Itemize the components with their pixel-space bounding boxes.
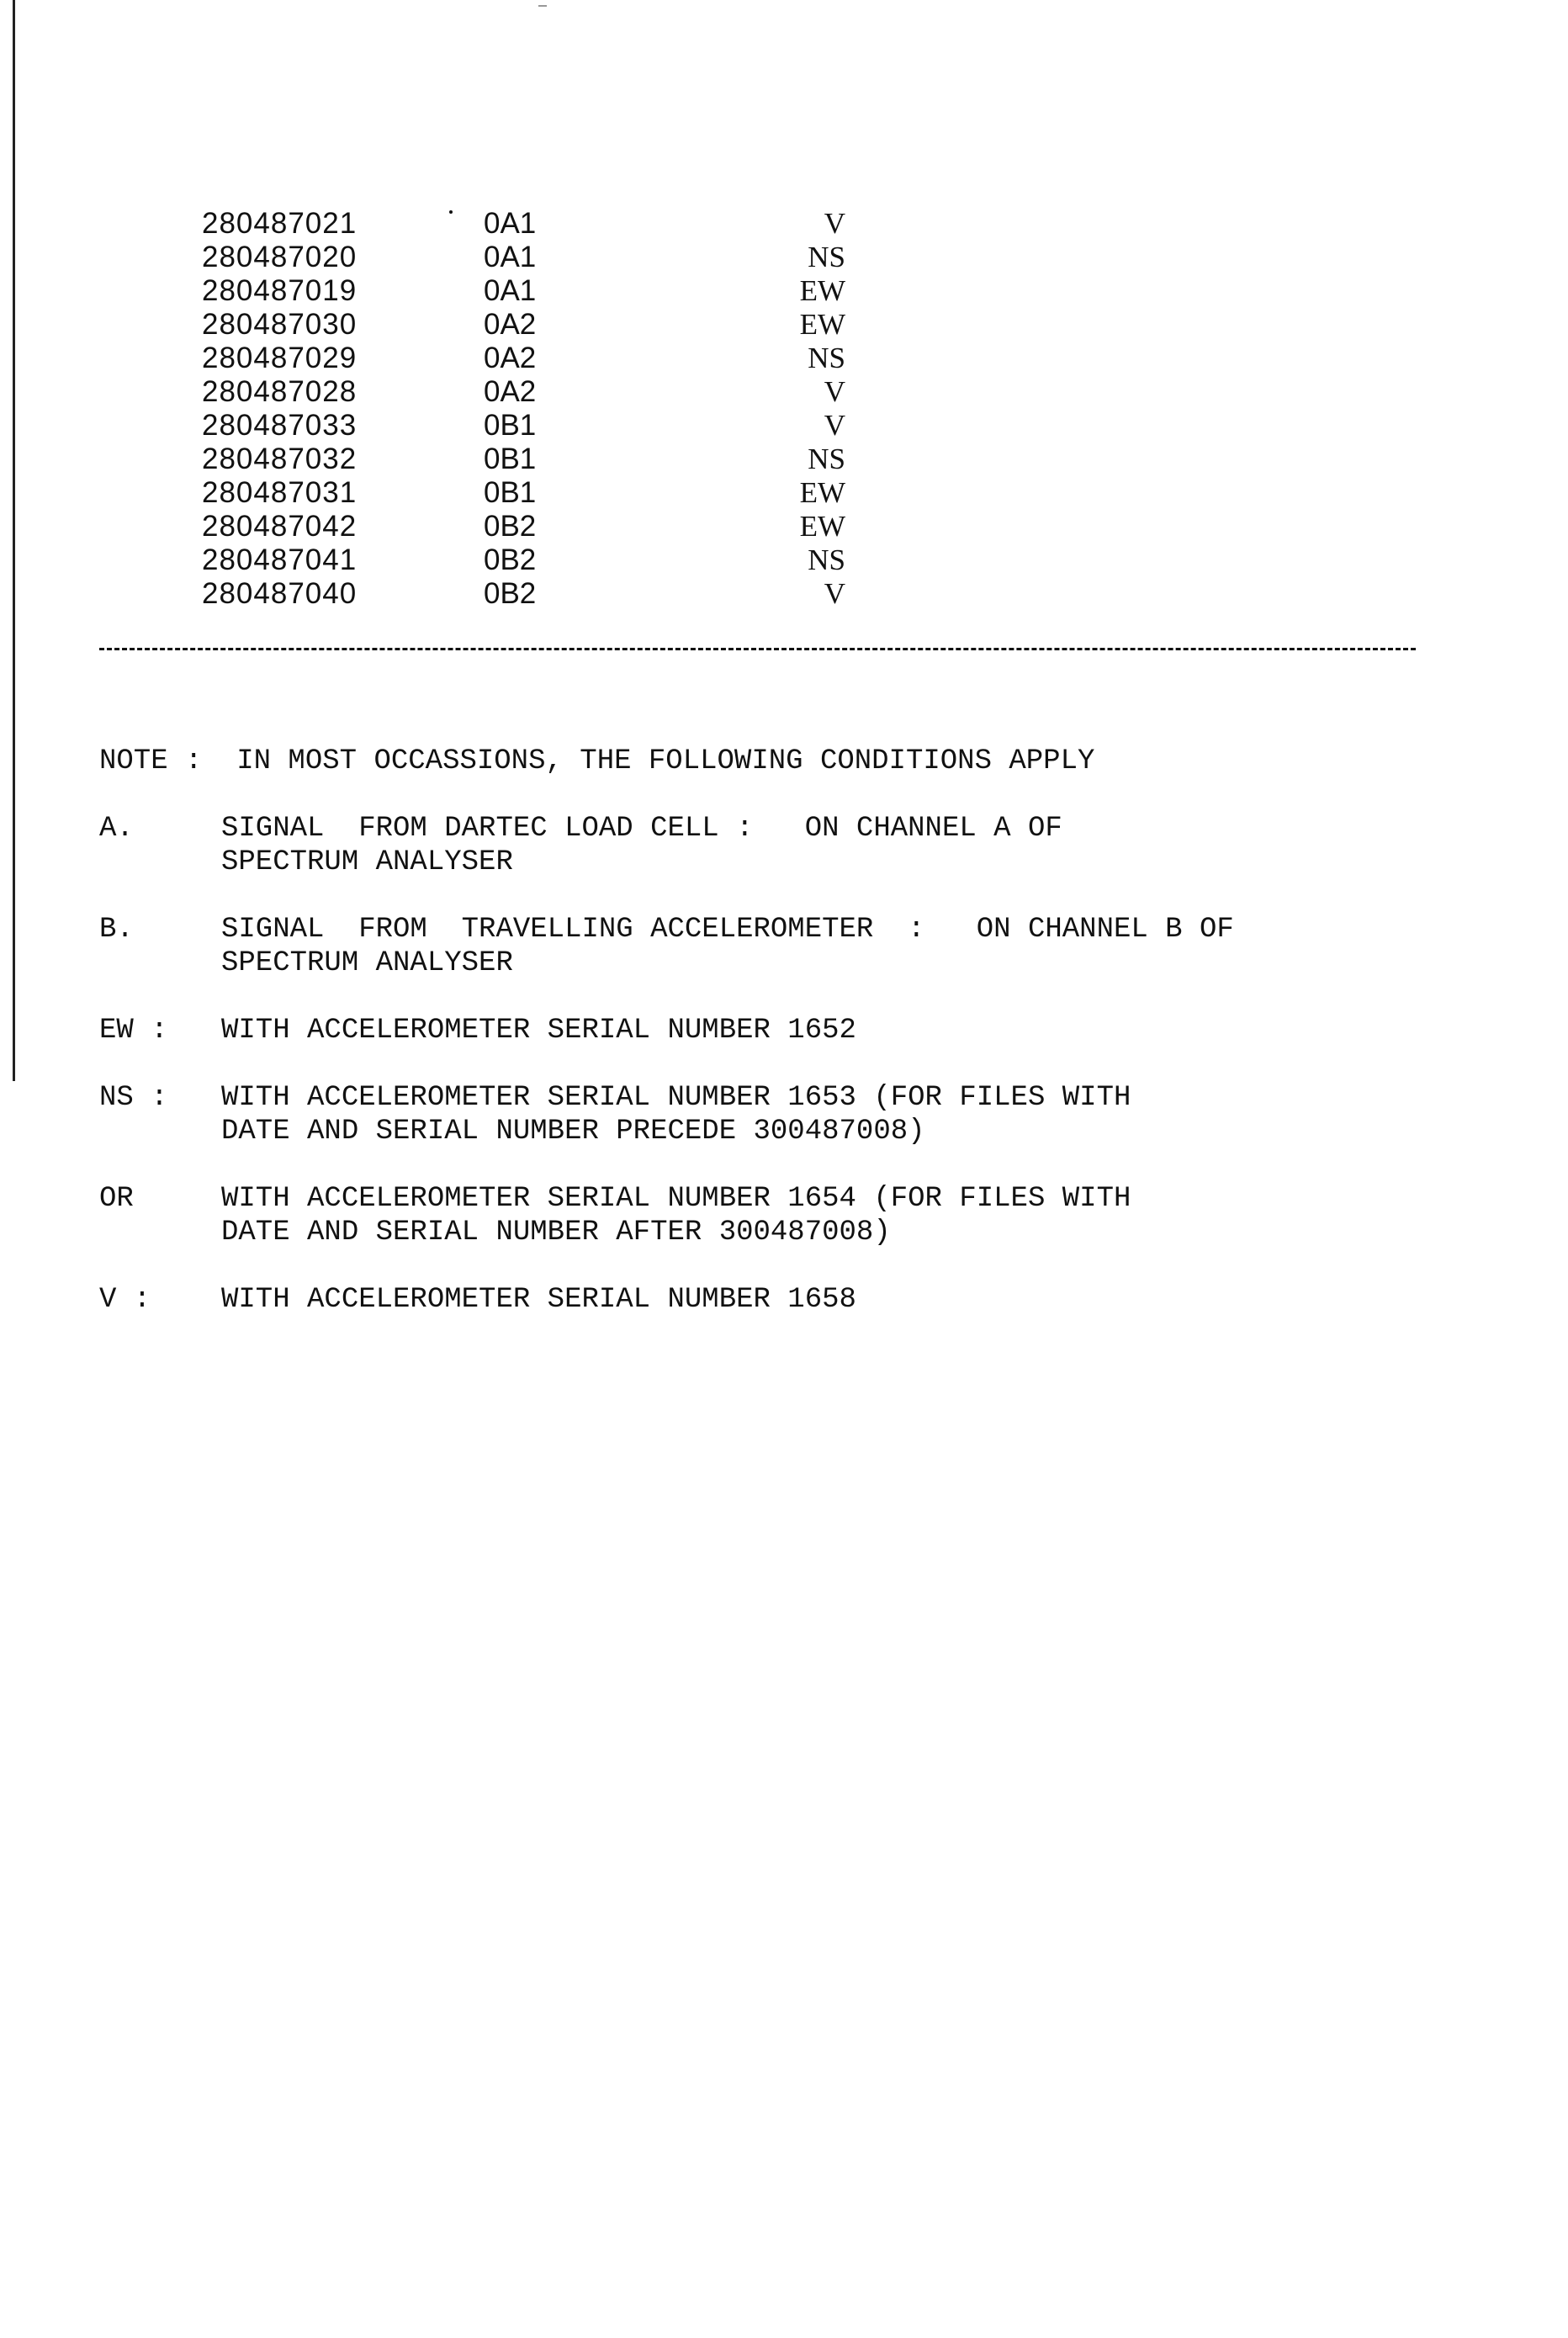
left-margin-rule <box>13 0 15 1081</box>
file-number-cell: 280487028 <box>202 375 358 408</box>
position-code-cell: 0B1 <box>484 443 537 475</box>
note-text: WITH ACCELEROMETER SERIAL NUMBER 1658 <box>221 1284 856 1316</box>
position-code-cell: 0B1 <box>484 476 537 509</box>
direction-cell: V <box>824 409 845 442</box>
file-number-cell: 280487032 <box>202 443 358 475</box>
note-item <box>99 1081 1445 1157</box>
position-code-cell: 0B2 <box>484 543 537 576</box>
position-code-cell: 0B2 <box>484 510 537 543</box>
file-number-cell: 280487041 <box>202 543 358 576</box>
dashed-divider <box>99 648 1416 650</box>
direction-cell: EW <box>799 274 845 307</box>
file-number-cell: 280487019 <box>202 274 358 307</box>
stray-dot-mark <box>449 210 453 214</box>
position-code-cell: 0A1 <box>484 241 537 273</box>
position-code-cell: 0A2 <box>484 375 537 408</box>
direction-cell: EW <box>799 510 845 543</box>
note-header: NOTE : IN MOST OCCASSIONS, THE FOLLOWING CONDITIONS APPLY <box>99 745 1095 777</box>
file-number-cell: 280487020 <box>202 241 358 273</box>
note-label: NS : <box>99 1082 168 1114</box>
note-label: EW : <box>99 1015 168 1047</box>
direction-cell: EW <box>799 476 845 509</box>
file-number-cell: 280487040 <box>202 577 358 610</box>
note-label: V : <box>99 1284 151 1316</box>
direction-cell: V <box>824 375 845 408</box>
position-code-cell: 0A2 <box>484 342 537 374</box>
note-item <box>99 913 1445 989</box>
note-label: OR <box>99 1183 134 1215</box>
file-number-cell: 280487031 <box>202 476 358 509</box>
file-number-cell: 280487042 <box>202 510 358 543</box>
note-item <box>99 1283 1445 1359</box>
position-code-cell: 0A2 <box>484 308 537 341</box>
file-number-cell: 280487030 <box>202 308 358 341</box>
position-code-cell: 0B1 <box>484 409 537 442</box>
position-code-cell: 0A1 <box>484 274 537 307</box>
note-text: SIGNAL FROM TRAVELLING ACCELEROMETER : ON CHANNEL B OF SPECTRUM ANALYSER <box>221 914 1234 979</box>
direction-cell: V <box>824 207 845 240</box>
note-text: WITH ACCELEROMETER SERIAL NUMBER 1654 (FOR FILES WITH DATE AND SERIAL NUMBER AFTER 300487008) <box>221 1183 1131 1249</box>
direction-cell: NS <box>808 543 845 576</box>
note-label: B. <box>99 914 134 946</box>
note-item <box>99 1182 1445 1258</box>
direction-cell: EW <box>799 308 845 341</box>
top-scan-mark <box>538 5 547 7</box>
position-code-cell: 0B2 <box>484 577 537 610</box>
file-number-cell: 280487021 <box>202 207 358 240</box>
position-code-cell: 0A1 <box>484 207 537 240</box>
direction-cell: V <box>824 577 845 610</box>
note-text: WITH ACCELEROMETER SERIAL NUMBER 1652 <box>221 1015 856 1047</box>
file-number-cell: 280487033 <box>202 409 358 442</box>
direction-cell: NS <box>808 342 845 374</box>
note-item <box>99 812 1445 888</box>
direction-cell: NS <box>808 241 845 273</box>
note-item <box>99 1014 1445 1089</box>
note-text: SIGNAL FROM DARTEC LOAD CELL : ON CHANNEL A OF SPECTRUM ANALYSER <box>221 813 1062 878</box>
note-text: WITH ACCELEROMETER SERIAL NUMBER 1653 (FOR FILES WITH DATE AND SERIAL NUMBER PRECEDE 300487008) <box>221 1082 1131 1148</box>
direction-cell: NS <box>808 443 845 475</box>
file-number-cell: 280487029 <box>202 342 358 374</box>
note-label: A. <box>99 813 134 845</box>
